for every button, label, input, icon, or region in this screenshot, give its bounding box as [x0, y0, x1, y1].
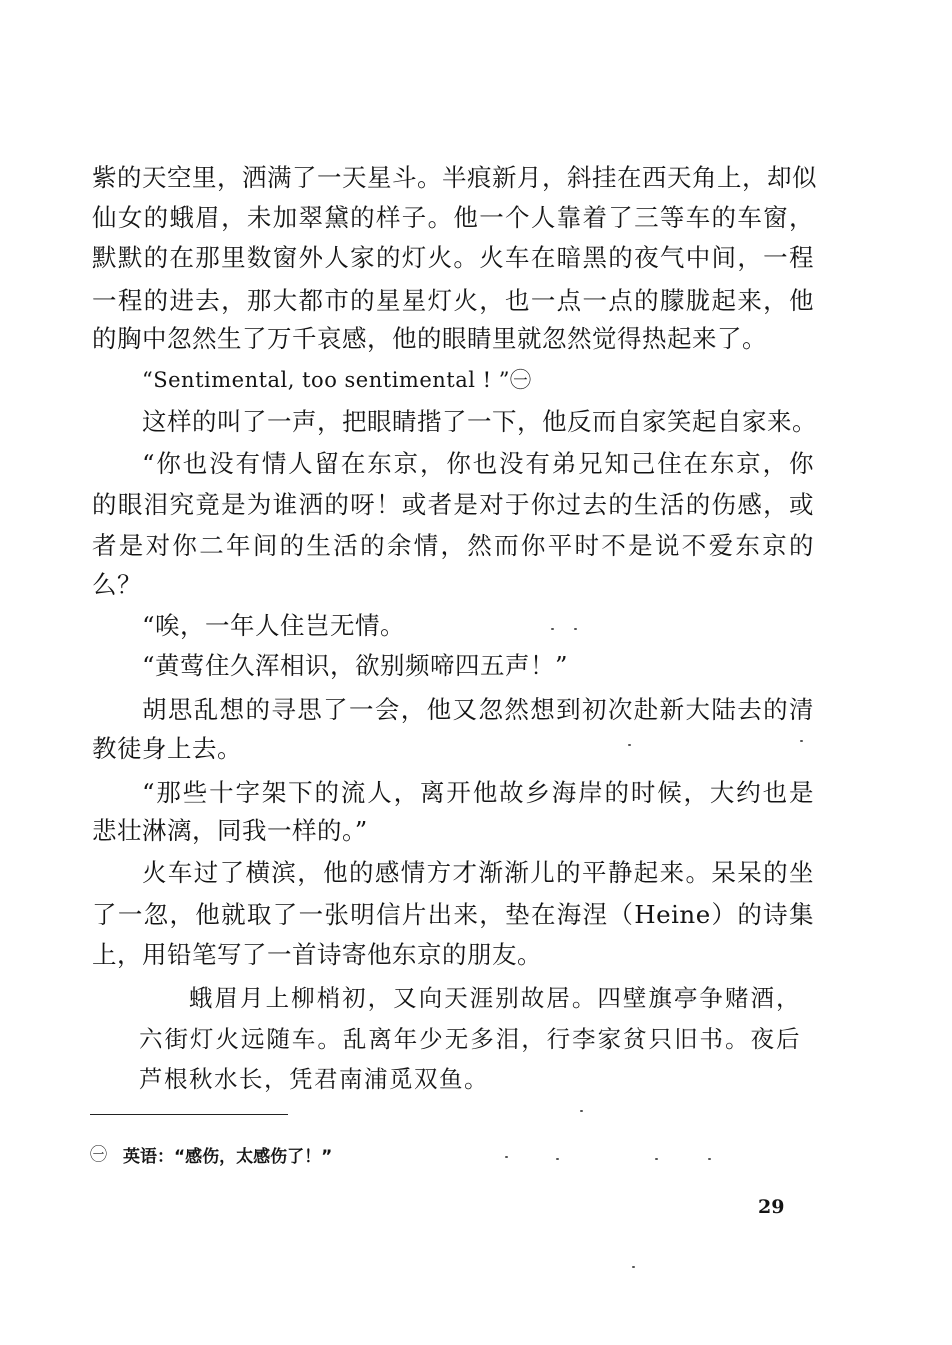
paragraph-1-line-4: 一程的进去，那大都市的星星灯火，也一点一点的朦胧起来，他 [92, 286, 814, 315]
paragraph-3-line-1: 这样的叫了一声，把眼睛揩了一下，他反而自家笑起自家来。 [142, 407, 817, 436]
paragraph-8-line-1: “那些十字架下的流人，离开他故乡海岸的时候，大约也是 [142, 778, 814, 807]
scan-speck [556, 1158, 559, 1160]
paragraph-9-line-3: 上，用铅笔写了一首诗寄他东京的朋友。 [92, 940, 542, 969]
paragraph-9-line-2: 了一忽，他就取了一张明信片出来，垫在海涅（Heine）的诗集 [92, 900, 814, 929]
scan-speck [708, 1158, 711, 1160]
poem-line-1: 蛾眉月上柳梢初，又向天涯别故居。四壁旗亭争赌酒， [189, 984, 801, 1012]
paragraph-4-line-2: 的眼泪究竟是为谁洒的呀！或者是对于你过去的生活的伤感，或 [92, 490, 814, 519]
paragraph-1-line-3: 默默的在那里数窗外人家的灯火。火车在暗黑的夜气中间，一程 [92, 243, 814, 272]
paragraph-8-line-2: 悲壮淋漓，同我一样的。” [92, 816, 368, 845]
footnote-rule [90, 1114, 288, 1115]
paragraph-4-line-4: 么？ [92, 570, 142, 599]
paragraph-2-quote: “Sentimental, too sentimental ! ”㊀ [142, 368, 532, 392]
scan-speck [800, 740, 803, 742]
page-number: 29 [758, 1196, 785, 1218]
paragraph-7-line-1: 胡思乱想的寻思了一会，他又忽然想到初次赴新大陆去的清 [142, 695, 814, 724]
poem-line-3: 芦根秋水长，凭君南浦觅双鱼。 [139, 1065, 489, 1093]
scan-speck [632, 1266, 635, 1268]
scan-speck [628, 744, 631, 746]
scan-speck [574, 628, 577, 630]
paragraph-1-line-5: 的胸中忽然生了万千哀感，他的眼睛里就忽然觉得热起来了。 [92, 324, 767, 353]
footnote-mark: ㊀ [90, 1145, 107, 1165]
scan-speck [551, 628, 554, 630]
scan-speck [505, 1156, 508, 1158]
paragraph-5-line-1: “唉，一年人住岂无情。 [142, 611, 406, 640]
footnote-text: 英语：“感伤，太感伤了！” [123, 1147, 333, 1167]
paragraph-6-line-1: “黄莺住久浑相识，欲别频啼四五声！” [142, 651, 569, 680]
scan-speck [655, 1158, 658, 1160]
paragraph-7-line-2: 教徒身上去。 [92, 734, 242, 763]
scan-speck [580, 1110, 583, 1112]
paragraph-1-line-2: 仙女的蛾眉，未加翠黛的样子。他一个人靠着了三等车的车窗， [92, 203, 814, 232]
poem-line-2: 六街灯火远随车。乱离年少无多泪，行李家贫只旧书。夜后 [139, 1025, 801, 1053]
paragraph-1-line-1: 紫的天空里，洒满了一天星斗。半痕新月，斜挂在西天角上，却似 [92, 163, 817, 192]
paragraph-4-line-3: 者是对你二年间的生活的余情，然而你平时不是说不爱东京的 [92, 531, 814, 560]
paragraph-9-line-1: 火车过了横滨，他的感情方才渐渐儿的平静起来。呆呆的坐 [142, 858, 814, 887]
paragraph-4-line-1: “你也没有情人留在东京，你也没有弟兄知己住在东京，你 [142, 449, 814, 478]
